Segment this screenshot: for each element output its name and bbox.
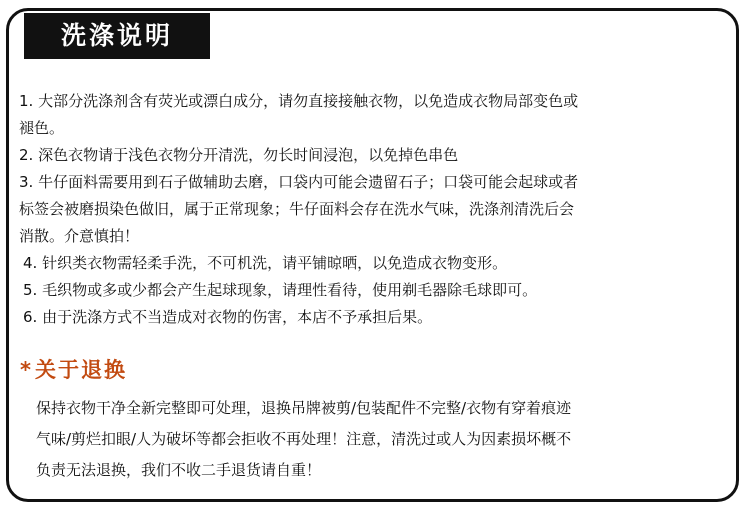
returns-section-title: [20, 354, 127, 384]
returns-line: 负责无法退换，我们不收二手退货请自重！: [36, 461, 322, 479]
instruction-line: 3. 牛仔面料需要用到石子做辅助去磨，口袋内可能会遗留石子；口袋可能会起球或者: [19, 173, 579, 191]
instruction-line: 褪色。: [19, 119, 65, 137]
returns-line: 保持衣物干净全新完整即可处理，退换吊牌被剪/包装配件不完整/衣物有穿着痕迹: [36, 399, 572, 417]
instruction-line: 5. 毛织物或多或少都会产生起球现象，请理性看待，使用剃毛器除毛球即可。: [23, 281, 538, 299]
returns-line: 气味/剪烂扣眼/人为破坏等都会拒收不再处理！注意，清洗过或人为因素损坏概不: [36, 430, 572, 448]
returns-policy-text: [36, 393, 716, 486]
instruction-line: 2. 深色衣物请于浅色衣物分开清洗，勿长时间浸泡，以免掉色串色: [19, 146, 459, 164]
washing-instructions-list: [19, 88, 729, 331]
returns-title-text: 关于退换: [34, 358, 127, 382]
page-title: 洗涤说明: [24, 13, 210, 59]
instruction-line: 标签会被磨损染色做旧，属于正常现象；牛仔面料会存在洗水气味，洗涤剂清洗后会: [19, 200, 575, 218]
star-icon: *: [20, 358, 33, 382]
instruction-line: 1. 大部分洗涤剂含有荧光或漂白成分，请勿直接接触衣物，以免造成衣物局部变色或: [19, 92, 579, 110]
instruction-line: 4. 针织类衣物需轻柔手洗，不可机洗，请平铺晾晒，以免造成衣物变形。: [23, 254, 508, 272]
instruction-line: 6. 由于洗涤方式不当造成对衣物的伤害，本店不予承担后果。: [23, 308, 433, 326]
instruction-line: 消散。介意慎拍！: [19, 227, 140, 245]
